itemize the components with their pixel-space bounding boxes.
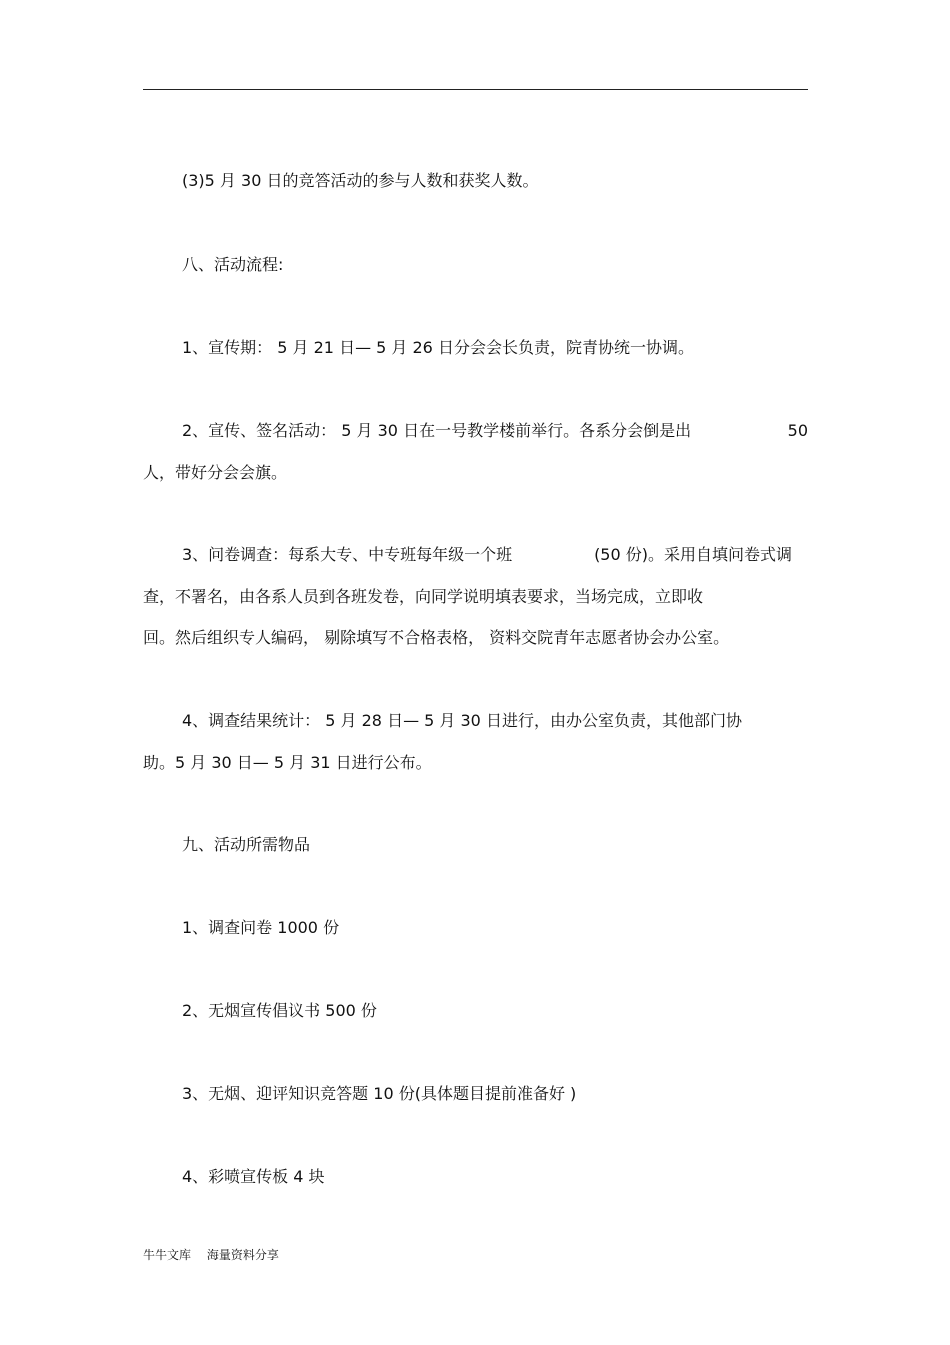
footer-library-name: 牛牛文库 bbox=[143, 1248, 192, 1262]
footer-slogan: 海量资料分享 bbox=[206, 1248, 279, 1262]
paragraph-line bbox=[182, 420, 808, 442]
header-rule bbox=[143, 89, 808, 90]
list-item: 3、无烟、迎评知识竞答题 10 份(具体题目提前准备好 ) bbox=[182, 1084, 577, 1103]
paragraph-line: 人，带好分会会旗。 bbox=[143, 463, 288, 482]
list-item: 2、无烟宣传倡议书 500 份 bbox=[182, 1001, 377, 1020]
paragraph-line: (3)5 月 30 日的竞答活动的参与人数和获奖人数。 bbox=[182, 171, 539, 190]
section-heading: 九、活动所需物品 bbox=[182, 835, 311, 854]
paragraph-line bbox=[182, 544, 808, 566]
paragraph-text: 50 bbox=[787, 421, 808, 440]
list-item: 4、彩喷宣传板 4 块 bbox=[182, 1167, 325, 1186]
paragraph-text: 3、问卷调查：每系大专、中专班每年级一个班 bbox=[182, 545, 513, 564]
paragraph-line: 4、调查结果统计： 5 月 28 日— 5 月 30 日进行，由办公室负责，其他部门协 bbox=[182, 711, 742, 730]
paragraph-line: 1、宣传期： 5 月 21 日— 5 月 26 日分会会长负责，院青协统一协调。 bbox=[182, 338, 694, 357]
paragraph-text: 2、宣传、签名活动： 5 月 30 日在一号教学楼前举行。各系分会倒是出 bbox=[182, 421, 692, 440]
paragraph-line: 回。然后组织专人编码， 剔除填写不合格表格， 资料交院青年志愿者协会办公室。 bbox=[143, 628, 730, 647]
section-heading: 八、活动流程: bbox=[182, 255, 284, 274]
paragraph-line: 助。5 月 30 日— 5 月 31 日进行公布。 bbox=[143, 753, 432, 772]
page-footer bbox=[143, 1247, 279, 1263]
paragraph-text: (50 份)。采用自填问卷式调 bbox=[594, 545, 792, 564]
list-item: 1、调查问卷 1000 份 bbox=[182, 918, 340, 937]
paragraph-line: 查，不署名，由各系人员到各班发卷，向同学说明填表要求，当场完成，立即收 bbox=[143, 587, 704, 606]
